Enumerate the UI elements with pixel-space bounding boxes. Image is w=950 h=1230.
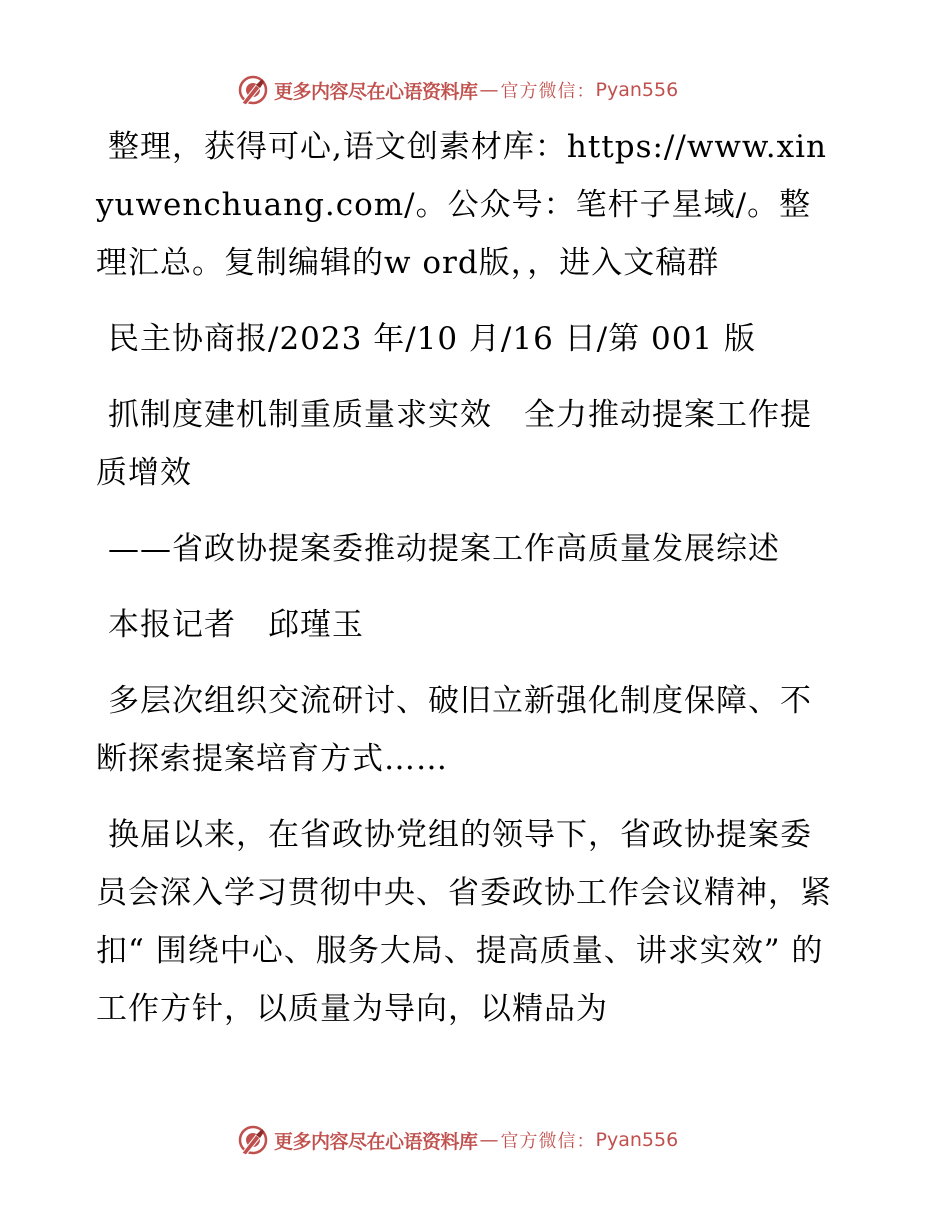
intro-paragraph: 整理，获得可心,语文创素材库：https://www.xinyuwenchuang.com/。公众号：笔杆子星域/。整理汇总。复制编辑的w ord版，，进入文稿群 <box>96 129 827 281</box>
pen-logo-icon <box>236 1123 270 1157</box>
banner-wechat-id: Pyan556 <box>595 1129 679 1151</box>
document-body <box>96 118 836 1056</box>
banner-wechat-id: Pyan556 <box>595 79 679 101</box>
header-banner <box>236 72 678 108</box>
banner-text: 更多内容尽在心语资料库 <box>274 80 478 103</box>
article-title: 抓制度建机制重质量求实效 全力推动提案工作提质增效 <box>96 397 812 491</box>
pen-logo-icon <box>236 73 270 107</box>
banner-dash: — <box>479 79 499 101</box>
summary-paragraph: 多层次组织交流研讨、破旧立新强化制度保障、不断探索提案培育方式…… <box>96 683 812 777</box>
banner-dash: — <box>479 1129 499 1151</box>
body-paragraph: 换届以来，在省政协党组的领导下，省政协提案委员会深入学习贯彻中央、省委政协工作会议精神，紧扣“ 围绕中心、服务大局、提高质量、讲求实效” 的工作方针，以质量为导向，以精品为 <box>96 817 832 1027</box>
banner-wechat-label: 官方微信： <box>500 1131 596 1152</box>
banner-text: 更多内容尽在心语资料库 <box>274 1130 478 1153</box>
article-subtitle: ——省政协提案委推动提案工作高质量发展综述 <box>108 531 780 567</box>
footer-banner <box>236 1122 678 1158</box>
byline: 本报记者 邱瑾玉 <box>108 607 364 643</box>
source-line: 民主协商报/2023 年/10 月/16 日/第 001 版 <box>108 321 757 357</box>
banner-wechat-label: 官方微信： <box>500 81 596 102</box>
